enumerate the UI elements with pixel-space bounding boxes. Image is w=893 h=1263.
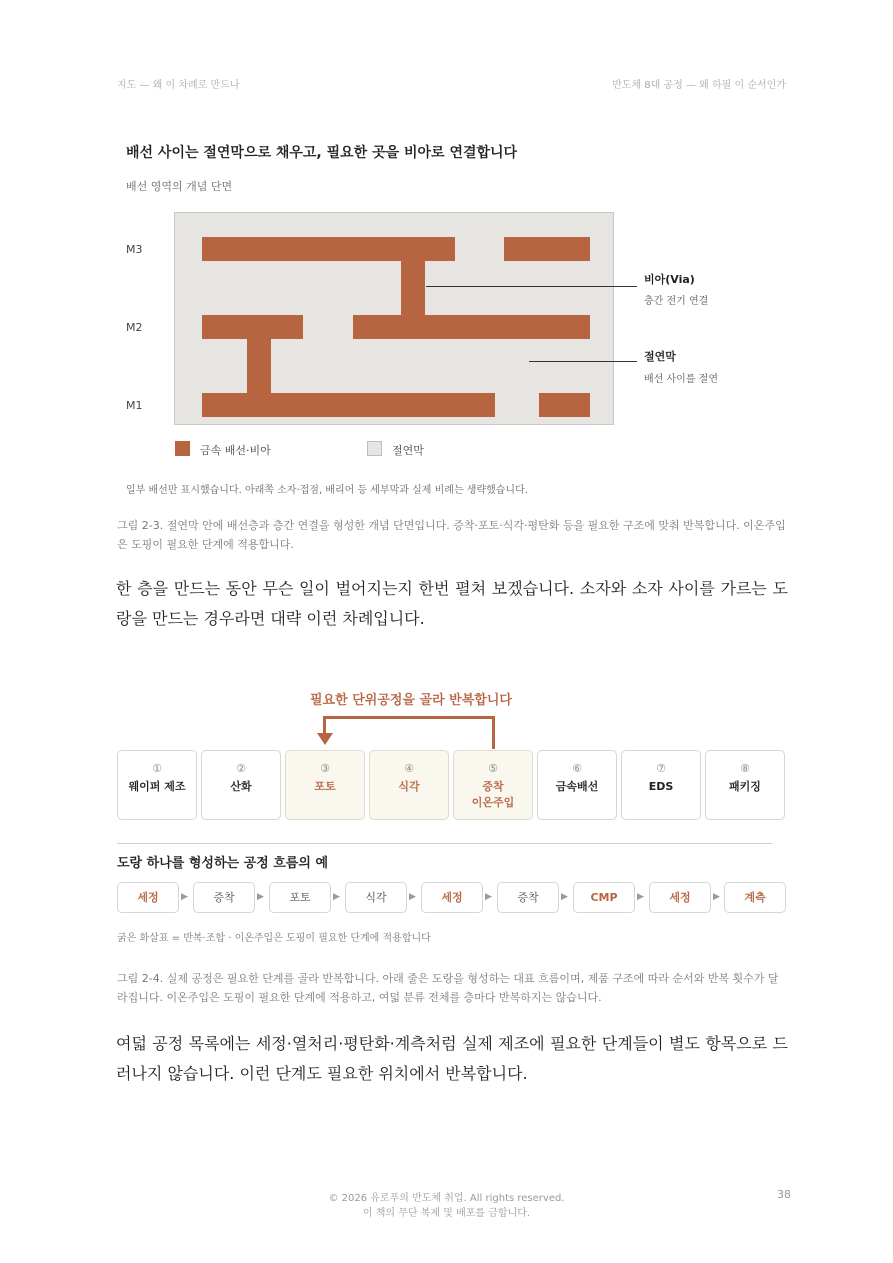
flow-step: 세정 bbox=[421, 882, 483, 913]
process-label: 포토 bbox=[314, 780, 336, 793]
process-number: ① bbox=[152, 762, 162, 775]
flow-arrow-icon: ▶ bbox=[333, 892, 340, 902]
process-label: 금속배선 bbox=[555, 780, 599, 793]
flow-step: 계측 bbox=[724, 882, 786, 913]
flow-arrow-icon: ▶ bbox=[485, 892, 492, 902]
legend-insulator-label: 절연막 bbox=[392, 444, 424, 457]
process-number: ⑧ bbox=[740, 762, 750, 775]
flow-step: 포토 bbox=[269, 882, 331, 913]
figure1-note: 일부 배선만 표시했습니다. 아래쪽 소자·접점, 배리어 등 세부막과 실제 비례는 생략했습니다. bbox=[126, 485, 528, 496]
m2-line-right bbox=[353, 315, 590, 339]
flow-step: 세정 bbox=[117, 882, 179, 913]
via-m1-m2 bbox=[247, 339, 271, 393]
legend-metal-label: 금속 배선·비아 bbox=[200, 444, 271, 457]
m3-line-left bbox=[202, 237, 455, 261]
flow-arrow-icon: ▶ bbox=[561, 892, 568, 902]
loop-title: 필요한 단위공정을 골라 반복합니다 bbox=[310, 693, 512, 708]
via-callout-title: 비아(Via) bbox=[644, 273, 695, 286]
paragraph-1: 한 층을 만드는 동안 무슨 일이 벌어지는지 한번 펼쳐 보겠습니다. 소자와 소자 사이를 가르는 도랑을 만드는 경우라면 대략 이런 차례입니다. bbox=[116, 579, 788, 628]
process-label: 패키징 bbox=[729, 780, 761, 793]
cross-section-diagram bbox=[174, 212, 614, 425]
process-box-photo bbox=[285, 750, 365, 820]
flow-step: CMP bbox=[573, 882, 635, 913]
process-number: ② bbox=[236, 762, 246, 775]
process-box-etch bbox=[369, 750, 449, 820]
process-box-wafer bbox=[117, 750, 197, 820]
process-box-packaging bbox=[705, 750, 785, 820]
figure2-divider bbox=[117, 843, 772, 844]
legend-metal-swatch bbox=[175, 441, 190, 456]
process-label: 증착 bbox=[482, 780, 504, 793]
flow-step: 세정 bbox=[649, 882, 711, 913]
figure1-subtitle: 배선 영역의 개념 단면 bbox=[126, 180, 233, 193]
process-label: 산화 bbox=[230, 780, 252, 793]
via-callout-desc: 층간 전기 연결 bbox=[644, 296, 709, 307]
flow-arrow-icon: ▶ bbox=[637, 892, 644, 902]
footer-copyright: © 2026 유로푸의 반도체 취업. All rights reserved. bbox=[328, 1193, 565, 1204]
layer-label-m1: M1 bbox=[126, 399, 143, 412]
process-box-deposition bbox=[453, 750, 533, 820]
insulator-callout-desc: 배선 사이를 절연 bbox=[644, 374, 718, 385]
process-label: 웨이퍼 제조 bbox=[128, 780, 186, 793]
process-number: ⑥ bbox=[572, 762, 582, 775]
page-number: 38 bbox=[777, 1188, 791, 1201]
via-callout-line bbox=[426, 286, 637, 287]
process-label-secondary: 이온주입 bbox=[471, 796, 515, 809]
m3-line-right bbox=[504, 237, 590, 261]
figure1-caption: 그림 2-3. 절연막 안에 배선층과 층간 연결을 형성한 개념 단면입니다. 증착·포토·식각·평탄화 등을 필요한 구조에 맞춰 반복합니다. 이온주입은 도핑이 필요한 단계에 적용합니다. bbox=[117, 519, 786, 551]
paragraph-2: 여덟 공정 목록에는 세정·열처리·평탄화·계측처럼 실제 제조에 필요한 단계들이 별도 항목으로 드러나지 않습니다. 이런 단계도 필요한 위치에서 반복합니다. bbox=[116, 1034, 788, 1083]
flow-arrow-icon: ▶ bbox=[181, 892, 188, 902]
loop-line-top bbox=[323, 716, 495, 719]
flow-note: 굵은 화살표 = 반복·조합 · 이온주입은 도핑이 필요한 단계에 적용합니다 bbox=[117, 933, 431, 944]
m2-line-left bbox=[202, 315, 303, 339]
flow-arrow-icon: ▶ bbox=[713, 892, 720, 902]
flow-step: 증착 bbox=[497, 882, 559, 913]
flow-arrow-icon: ▶ bbox=[409, 892, 416, 902]
process-number: ④ bbox=[404, 762, 414, 775]
process-label: 식각 bbox=[398, 780, 420, 793]
process-label: EDS bbox=[648, 780, 674, 793]
insulator-callout-line bbox=[529, 361, 637, 362]
process-number: ⑤ bbox=[488, 762, 498, 775]
process-box-eds bbox=[621, 750, 701, 820]
footer-notice: 이 책의 무단 복제 및 배포를 금합니다. bbox=[362, 1208, 531, 1219]
process-number: ③ bbox=[320, 762, 330, 775]
via-m2-m3 bbox=[401, 261, 425, 315]
flow-step: 증착 bbox=[193, 882, 255, 913]
loop-arrow-head-icon bbox=[317, 733, 333, 745]
running-header-right: 반도체 8대 공정 — 왜 하필 이 순서인가 bbox=[612, 80, 786, 91]
legend-insulator-swatch bbox=[367, 441, 382, 456]
flow-step: 식각 bbox=[345, 882, 407, 913]
loop-line-right bbox=[492, 716, 495, 749]
layer-label-m2: M2 bbox=[126, 321, 143, 334]
flow-arrow-icon: ▶ bbox=[257, 892, 264, 902]
process-number: ⑦ bbox=[656, 762, 666, 775]
figure1-title: 배선 사이는 절연막으로 채우고, 필요한 곳을 비아로 연결합니다 bbox=[126, 145, 518, 161]
m1-line-right bbox=[539, 393, 590, 417]
running-header-left: 지도 — 왜 이 차례로 만드나 bbox=[117, 80, 240, 91]
insulator-callout-title: 절연막 bbox=[644, 350, 676, 363]
figure2-caption: 그림 2-4. 실제 공정은 필요한 단계를 골라 반복합니다. 아래 줄은 도랑을 형성하는 대표 흐름이며, 제품 구조에 따라 순서와 반복 횟수가 달라집니다. 이온주입은 도핑이 필요한 단계에 적용하고, 여덟 분류 전체를 층마다 반복하지는 않습니다. bbox=[117, 972, 779, 1004]
layer-label-m3: M3 bbox=[126, 243, 143, 256]
flow-title: 도랑 하나를 형성하는 공정 흐름의 예 bbox=[117, 856, 328, 871]
process-box-metallization bbox=[537, 750, 617, 820]
process-box-oxidation bbox=[201, 750, 281, 820]
m1-line-left bbox=[202, 393, 495, 417]
